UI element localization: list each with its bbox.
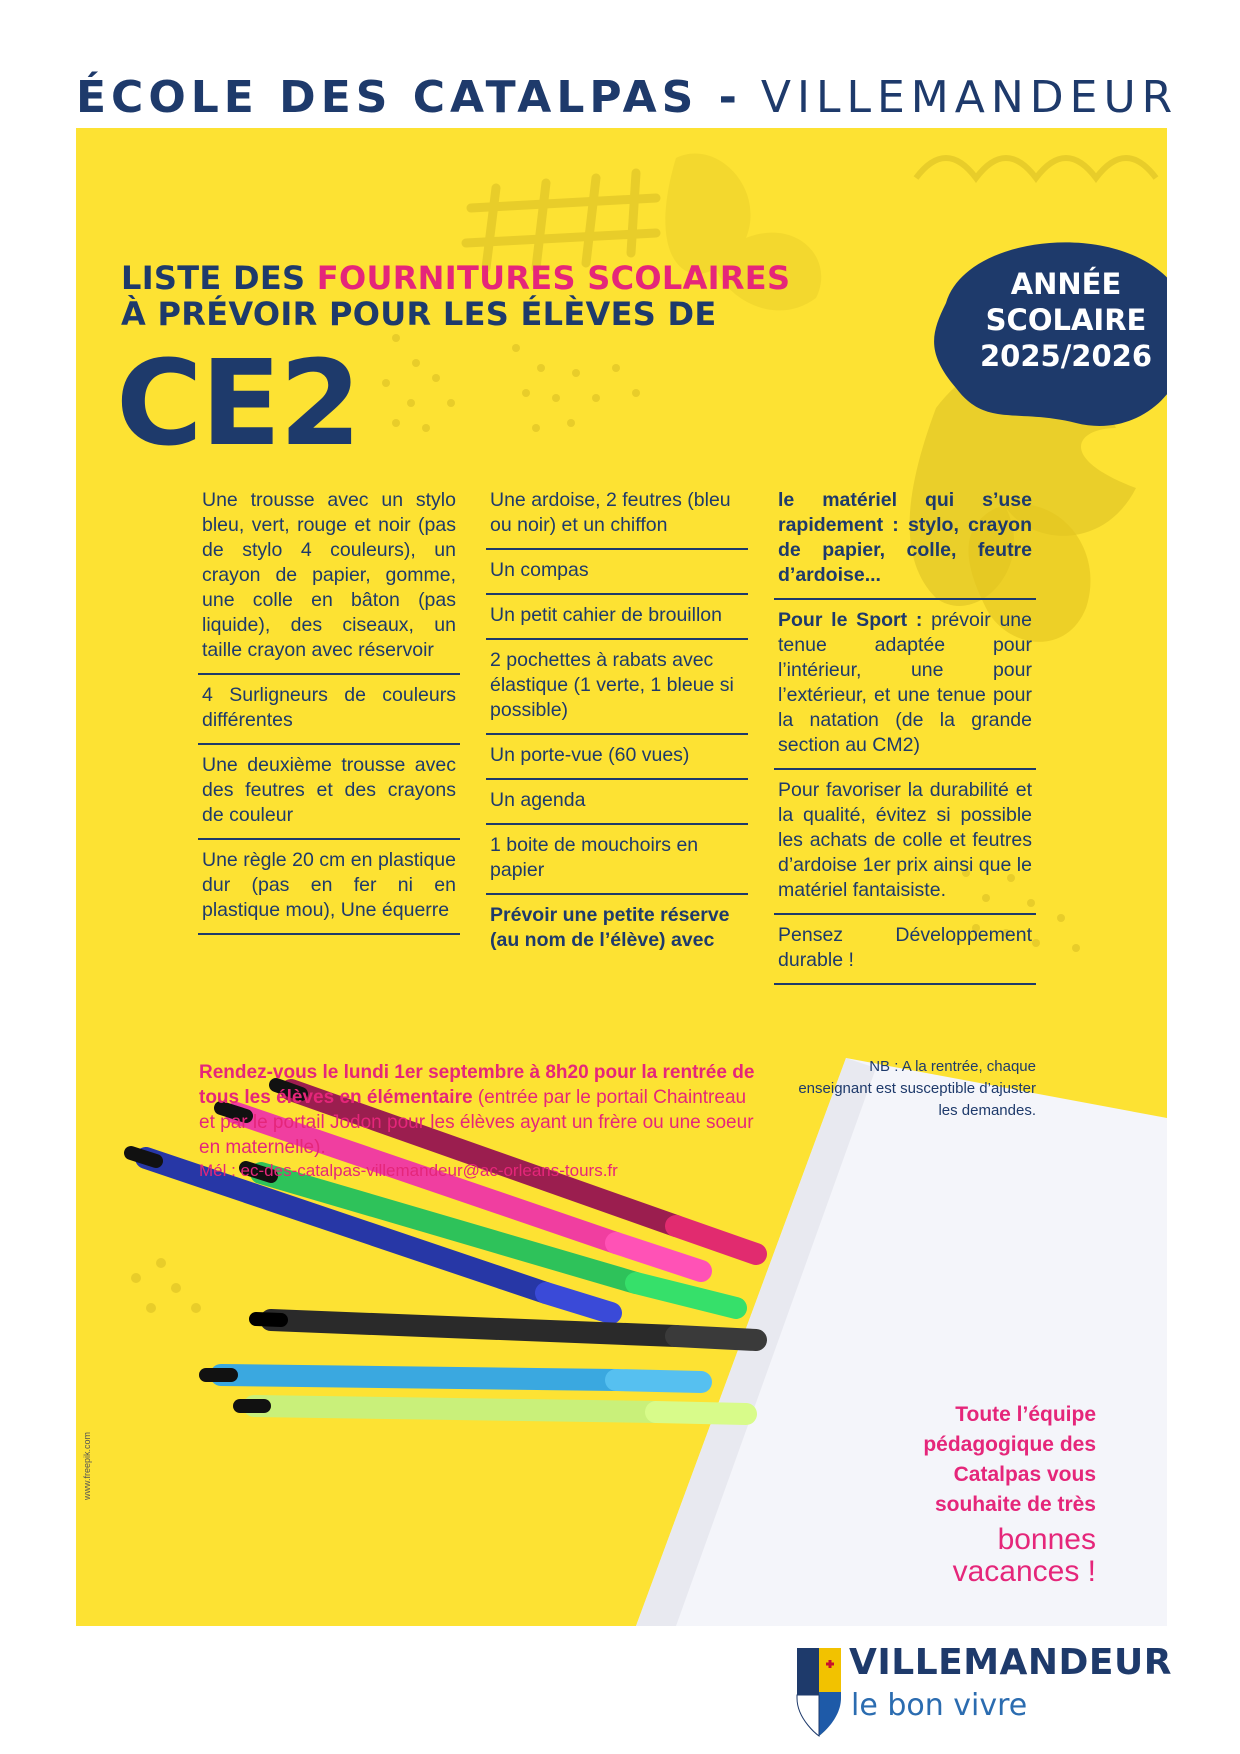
supply-item: 1 boite de mouchoirs en papier [486,825,748,895]
footer-town-name: VILLEMANDEUR [849,1642,1172,1683]
sport-text: prévoir une tenue adaptée pour l’intérieur, une pour l’extérieur, et une tenue pour la natation (de la grande section au CM2) [778,609,1032,756]
reserve-note-cont-text: le matériel qui s’use rapidement : stylo, crayon de papier, colle, feutre d’ardoise... [778,489,1032,586]
email-contact: Mél : ec-des-catalpas-villemandeur@ac-orleans-tours.fr [199,1161,618,1180]
headline-line2: À PRÉVOIR POUR LES ÉLÈVES DE [121,295,717,333]
supplies-column-3 [774,480,1036,985]
supply-item: 4 Surligneurs de couleurs différentes [198,675,460,745]
wishes-text: Toute l’équipe pédagogique des Catalpas vous souhaite de très [923,1403,1096,1516]
supply-item: 2 pochettes à rabats avec élastique (1 verte, 1 bleue si possible) [486,640,748,735]
supply-item: Un compas [486,550,748,595]
durability-note: Pour favoriser la durabilité et la qualité, évitez si possible les achats de colle et feutres d’ardoise 1er prix ainsi que le matériel fantaisiste. [774,770,1036,915]
supply-item: Une ardoise, 2 feutres (bleu ou noir) et un chiffon [486,480,748,550]
badge-line2: SCOLAIRE [985,303,1147,337]
reserve-note-text: Prévoir une petite réserve (au nom de l’élève) avec [490,904,730,951]
villemandeur-logo [793,1640,1173,1740]
reserve-note [486,895,748,963]
supplies-column-1 [198,480,460,935]
header-title [76,72,1179,132]
badge-line1: ANNÉE [1010,267,1122,301]
poster [76,128,1167,1626]
sport-note [774,600,1036,770]
headline-prefix: LISTE DES [121,259,317,297]
headline-highlight: FOURNITURES SCOLAIRES [316,259,791,297]
reserve-note-continued [774,480,1036,600]
supply-item: Un petit cahier de brouillon [486,595,748,640]
rdv-bold: Rendez-vous le lundi 1er septembre à 8h20 pour la rentrée de tous les élèves en élémentaire [199,1062,755,1108]
footer-tagline: le bon vivre [851,1688,1028,1723]
town-name: VILLEMANDEUR [760,72,1179,123]
nb-note: NB : A la rentrée, chaque enseignant est susceptible d’ajuster les demandes. [798,1058,1036,1119]
image-credit: www.freepik.com [82,1431,92,1500]
badge-line3: 2025/2026 [979,339,1153,373]
supply-item: Une règle 20 cm en plastique dur (pas en fer ni en plastique mou), Une équerre [198,840,460,935]
school-name: ÉCOLE DES CATALPAS - [76,72,742,123]
headline [121,260,821,332]
rdv-rest: (entrée par le portail Chaintreau et par le portail Jodon pour les élèves ayant un frère ou une soeur en maternelle). [199,1087,754,1158]
school-year-badge [926,228,1167,443]
class-level: CE2 [116,334,360,472]
wishes-holidays: bonnes vacances ! [952,1523,1096,1588]
crest-icon [793,1640,845,1740]
sport-label: Pour le Sport : [778,609,923,631]
supply-item: Une trousse avec un stylo bleu, vert, rouge et noir (pas de stylo 4 couleurs), un crayon de papier, gomme, une colle en bâton (pas liquide), des ciseaux, un taille crayon avec réservoir [198,480,460,675]
supply-item: Un porte-vue (60 vues) [486,735,748,780]
back-to-school-info [199,1060,759,1160]
eco-note: Pensez Développement durable ! [774,915,1036,985]
supplies-column-2 [486,480,748,963]
supply-item: Un agenda [486,780,748,825]
supply-item: Une deuxième trousse avec des feutres et des crayons de couleur [198,745,460,840]
